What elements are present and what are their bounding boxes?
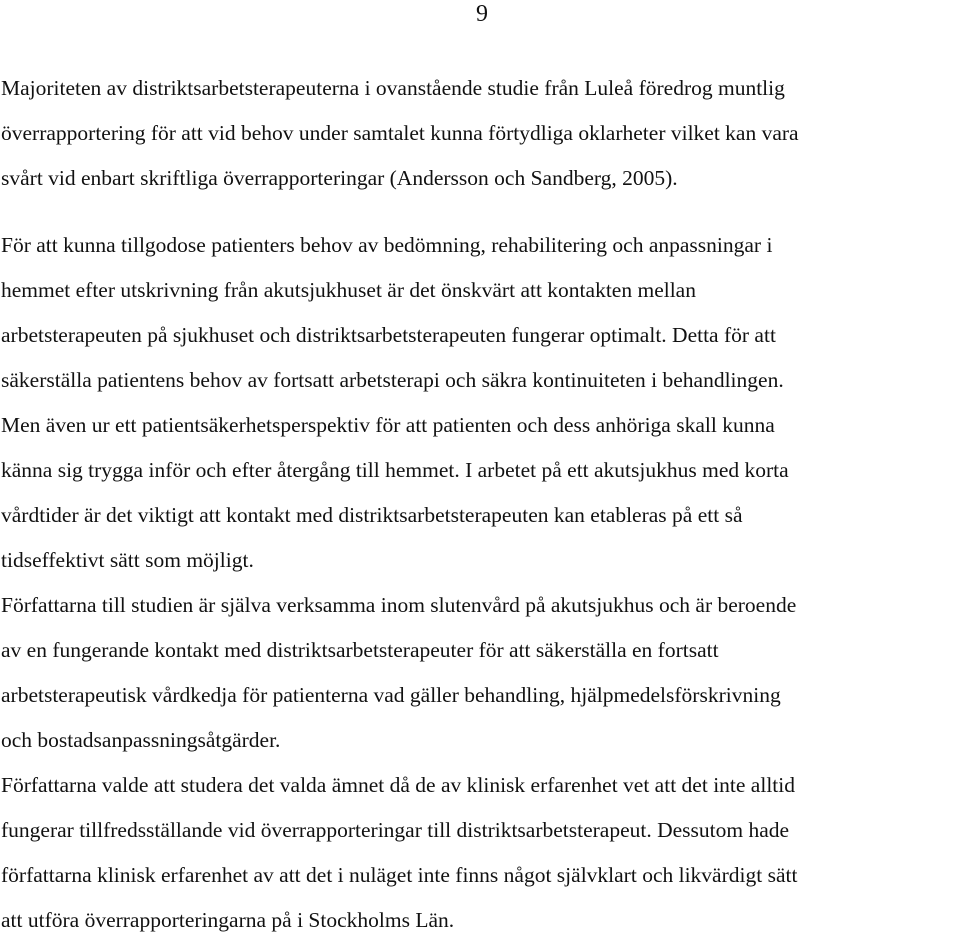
page-number: 9 <box>476 1 488 27</box>
paragraph-2 <box>1 223 959 583</box>
paragraph-line: Majoriteten av distriktsarbetsterapeuterna i ovanstående studie från Luleå föredrog muntlig <box>1 76 785 100</box>
paragraph-line: arbetsterapeutisk vårdkedja för patienterna vad gäller behandling, hjälpmedelsförskrivning <box>1 683 781 707</box>
paragraph-spacer <box>1 201 959 223</box>
paragraph-line: svårt vid enbart skriftliga överrapporteringar (Andersson och Sandberg, 2005). <box>1 166 678 190</box>
paragraph-line: vårdtider är det viktigt att kontakt med distriktsarbetsterapeuten kan etableras på ett så <box>1 503 743 527</box>
paragraph-1 <box>1 66 959 201</box>
paragraph-3 <box>1 583 959 763</box>
paragraph-line: säkerställa patientens behov av fortsatt arbetsterapi och säkra kontinuiteten i behandlingen. <box>1 368 784 392</box>
paragraph-line: och bostadsanpassningsåtgärder. <box>1 728 281 752</box>
paragraph-line: överrapportering för att vid behov under samtalet kunna förtydliga oklarheter vilket kan vara <box>1 121 799 145</box>
paragraph-line: arbetsterapeuten på sjukhuset och distriktsarbetsterapeuten fungerar optimalt. Detta för att <box>1 323 776 347</box>
paragraph-line: Författarna valde att studera det valda ämnet då de av klinisk erfarenhet vet att det inte alltid <box>1 773 795 797</box>
paragraph-line: tidseffektivt sätt som möjligt. <box>1 548 254 572</box>
paragraph-line: av en fungerande kontakt med distriktsarbetsterapeuter för att säkerställa en fortsatt <box>1 638 719 662</box>
paragraph-line: att utföra överrapporteringarna på i Stockholms Län. <box>1 908 455 932</box>
paragraph-line: författarna klinisk erfarenhet av att det i nuläget inte finns något självklart och likvärdigt sätt <box>1 863 798 887</box>
paragraph-line: Författarna till studien är själva verksamma inom slutenvård på akutsjukhus och är beroende <box>1 593 797 617</box>
paragraph-line: fungerar tillfredsställande vid överrapporteringar till distriktsarbetsterapeut. Dessutom hade <box>1 818 790 842</box>
paragraph-line: Men även ur ett patientsäkerhetsperspektiv för att patienten och dess anhöriga skall kunna <box>1 413 775 437</box>
paragraph-line: känna sig trygga inför och efter återgång till hemmet. I arbetet på ett akutsjukhus med korta <box>1 458 789 482</box>
paragraph-line: hemmet efter utskrivning från akutsjukhuset är det önskvärt att kontakten mellan <box>1 278 696 302</box>
paragraph-line: För att kunna tillgodose patienters behov av bedömning, rehabilitering och anpassningar i <box>1 233 773 257</box>
paragraph-4 <box>1 763 959 943</box>
document-body <box>1 66 959 943</box>
